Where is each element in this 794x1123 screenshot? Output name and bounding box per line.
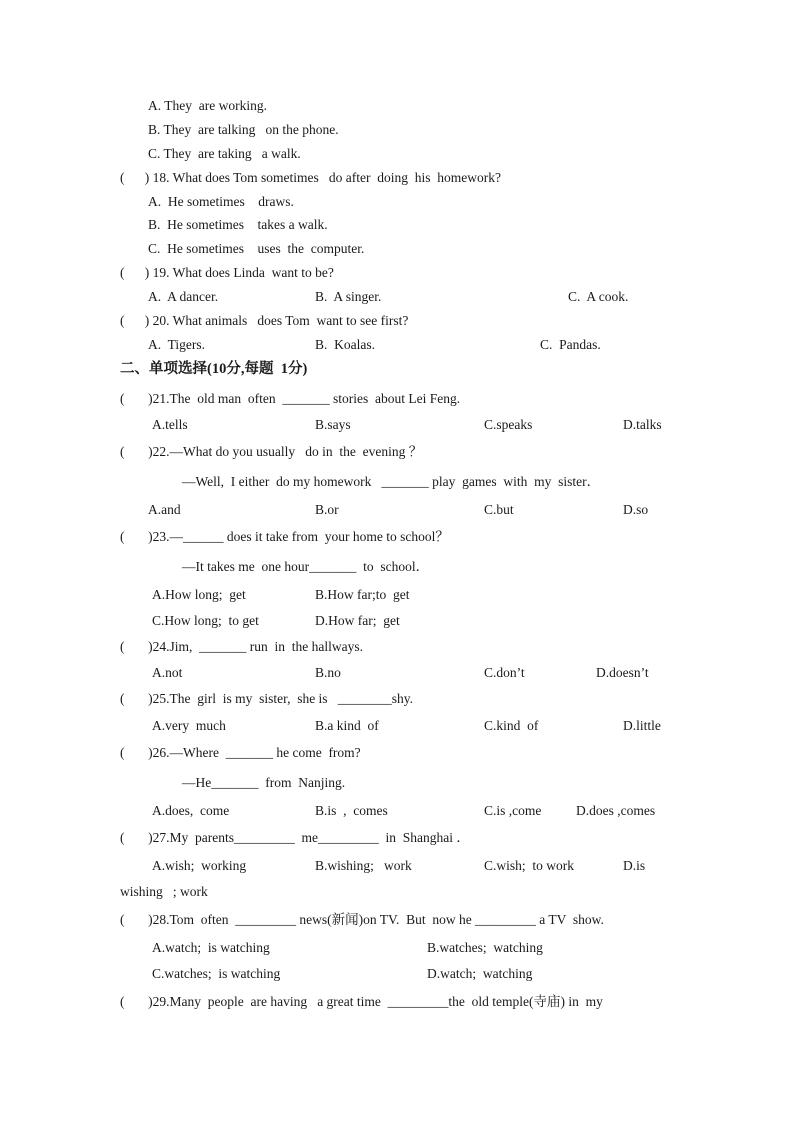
q18-option-a: A. He sometimes draws. <box>148 194 294 209</box>
q19-option-a: A. A dancer. <box>148 289 219 304</box>
q21-stem: ( )21.The old man often _______ stories about Lei Feng. <box>120 391 461 406</box>
q23-option-d: D.How far; get <box>315 613 400 628</box>
q24-stem: ( )24.Jim, _______ run in the hallways. <box>120 639 363 654</box>
q19-stem: ( ) 19. What does Linda want to be? <box>120 265 334 280</box>
q21-option-b: B.says <box>315 417 351 432</box>
q24-option-a: A.not <box>152 665 183 680</box>
q22-option-c: C.but <box>484 502 514 517</box>
q27-option-b: B.wishing; work <box>315 858 412 873</box>
q29-stem: ( )29.Many people are having a great time _________the old temple(寺庙) in my <box>120 994 603 1009</box>
q26-option-d: D.does ,comes <box>576 803 656 818</box>
q26-option-a: A.does, come <box>152 803 230 818</box>
q26-option-b: B.is , comes <box>315 803 388 818</box>
q22-stem: ( )22.—What do you usually do in the evening ？ <box>120 444 423 459</box>
q21-option-a: A.tells <box>152 417 188 432</box>
q23-option-a: A.How long; get <box>152 587 246 602</box>
q22-option-b: B.or <box>315 502 339 517</box>
q24-option-b: B.no <box>315 665 341 680</box>
q20-option-b: B. Koalas. <box>315 337 375 352</box>
q22-option-a: A.and <box>148 502 181 517</box>
q22-option-d: D.so <box>623 502 649 517</box>
q18-option-b: B. He sometimes takes a walk. <box>148 217 328 232</box>
q18-stem: ( ) 18. What does Tom sometimes do after doing his homework? <box>120 170 501 185</box>
q23-option-b: B.How far;to get <box>315 587 410 602</box>
q26-option-c: C.is ,come <box>484 803 542 818</box>
q28-option-a: A.watch; is watching <box>152 940 270 955</box>
q24-option-c: C.don’t <box>484 665 525 680</box>
q17-option-c: C. They are taking a walk. <box>148 146 301 161</box>
q28-option-b: B.watches; watching <box>427 940 543 955</box>
q25-option-c: C.kind of <box>484 718 539 733</box>
q17-option-a: A. They are working. <box>148 98 267 113</box>
q25-option-b: B.a kind of <box>315 718 379 733</box>
q25-option-d: D.little <box>623 718 661 733</box>
q19-option-b: B. A singer. <box>315 289 382 304</box>
q25-stem: ( )25.The girl is my sister, she is ________shy. <box>120 691 413 706</box>
q28-option-c: C.watches; is watching <box>152 966 281 981</box>
q17-option-b: B. They are talking on the phone. <box>148 122 339 137</box>
q20-option-a: A. Tigers. <box>148 337 206 352</box>
q20-stem: ( ) 20. What animals does Tom want to see first? <box>120 313 409 328</box>
q28-option-d: D.watch; watching <box>427 966 533 981</box>
q21-option-d: D.talks <box>623 417 662 432</box>
q28-stem: ( )28.Tom often _________ news(新闻)on TV. But now he _________ a TV show. <box>120 912 604 927</box>
q21-option-c: C.speaks <box>484 417 533 432</box>
q19-option-c: C. A cook. <box>568 289 629 304</box>
q23-reply: —It takes me one hour_______ to school． <box>182 559 430 574</box>
q23-stem: ( )23.—______ does it take from your home to school？ <box>120 529 449 544</box>
q23-option-c: C.How long; to get <box>152 613 259 628</box>
q26-stem: ( )26.—Where _______ he come from? <box>120 745 361 760</box>
q22-reply: —Well, I either do my homework _______ play games with my sister． <box>182 474 601 489</box>
q20-option-c: C. Pandas. <box>540 337 601 352</box>
q24-option-d: D.doesn’t <box>596 665 649 680</box>
q18-option-c: C. He sometimes uses the computer. <box>148 241 365 256</box>
q27-option-a: A.wish; working <box>152 858 247 873</box>
q26-reply: —He_______ from Nanjing. <box>182 775 346 790</box>
q25-option-a: A.very much <box>152 718 226 733</box>
q27-option-d: D.is <box>623 858 646 873</box>
q27-option-c: C.wish; to work <box>484 858 575 873</box>
section-heading: 二、单项选择(10分,每题 1分) <box>120 361 308 377</box>
q27-option-d-wrap: wishing ; work <box>120 884 208 899</box>
q27-stem: ( )27.My parents_________ me_________ in Shanghai ． <box>120 830 470 845</box>
